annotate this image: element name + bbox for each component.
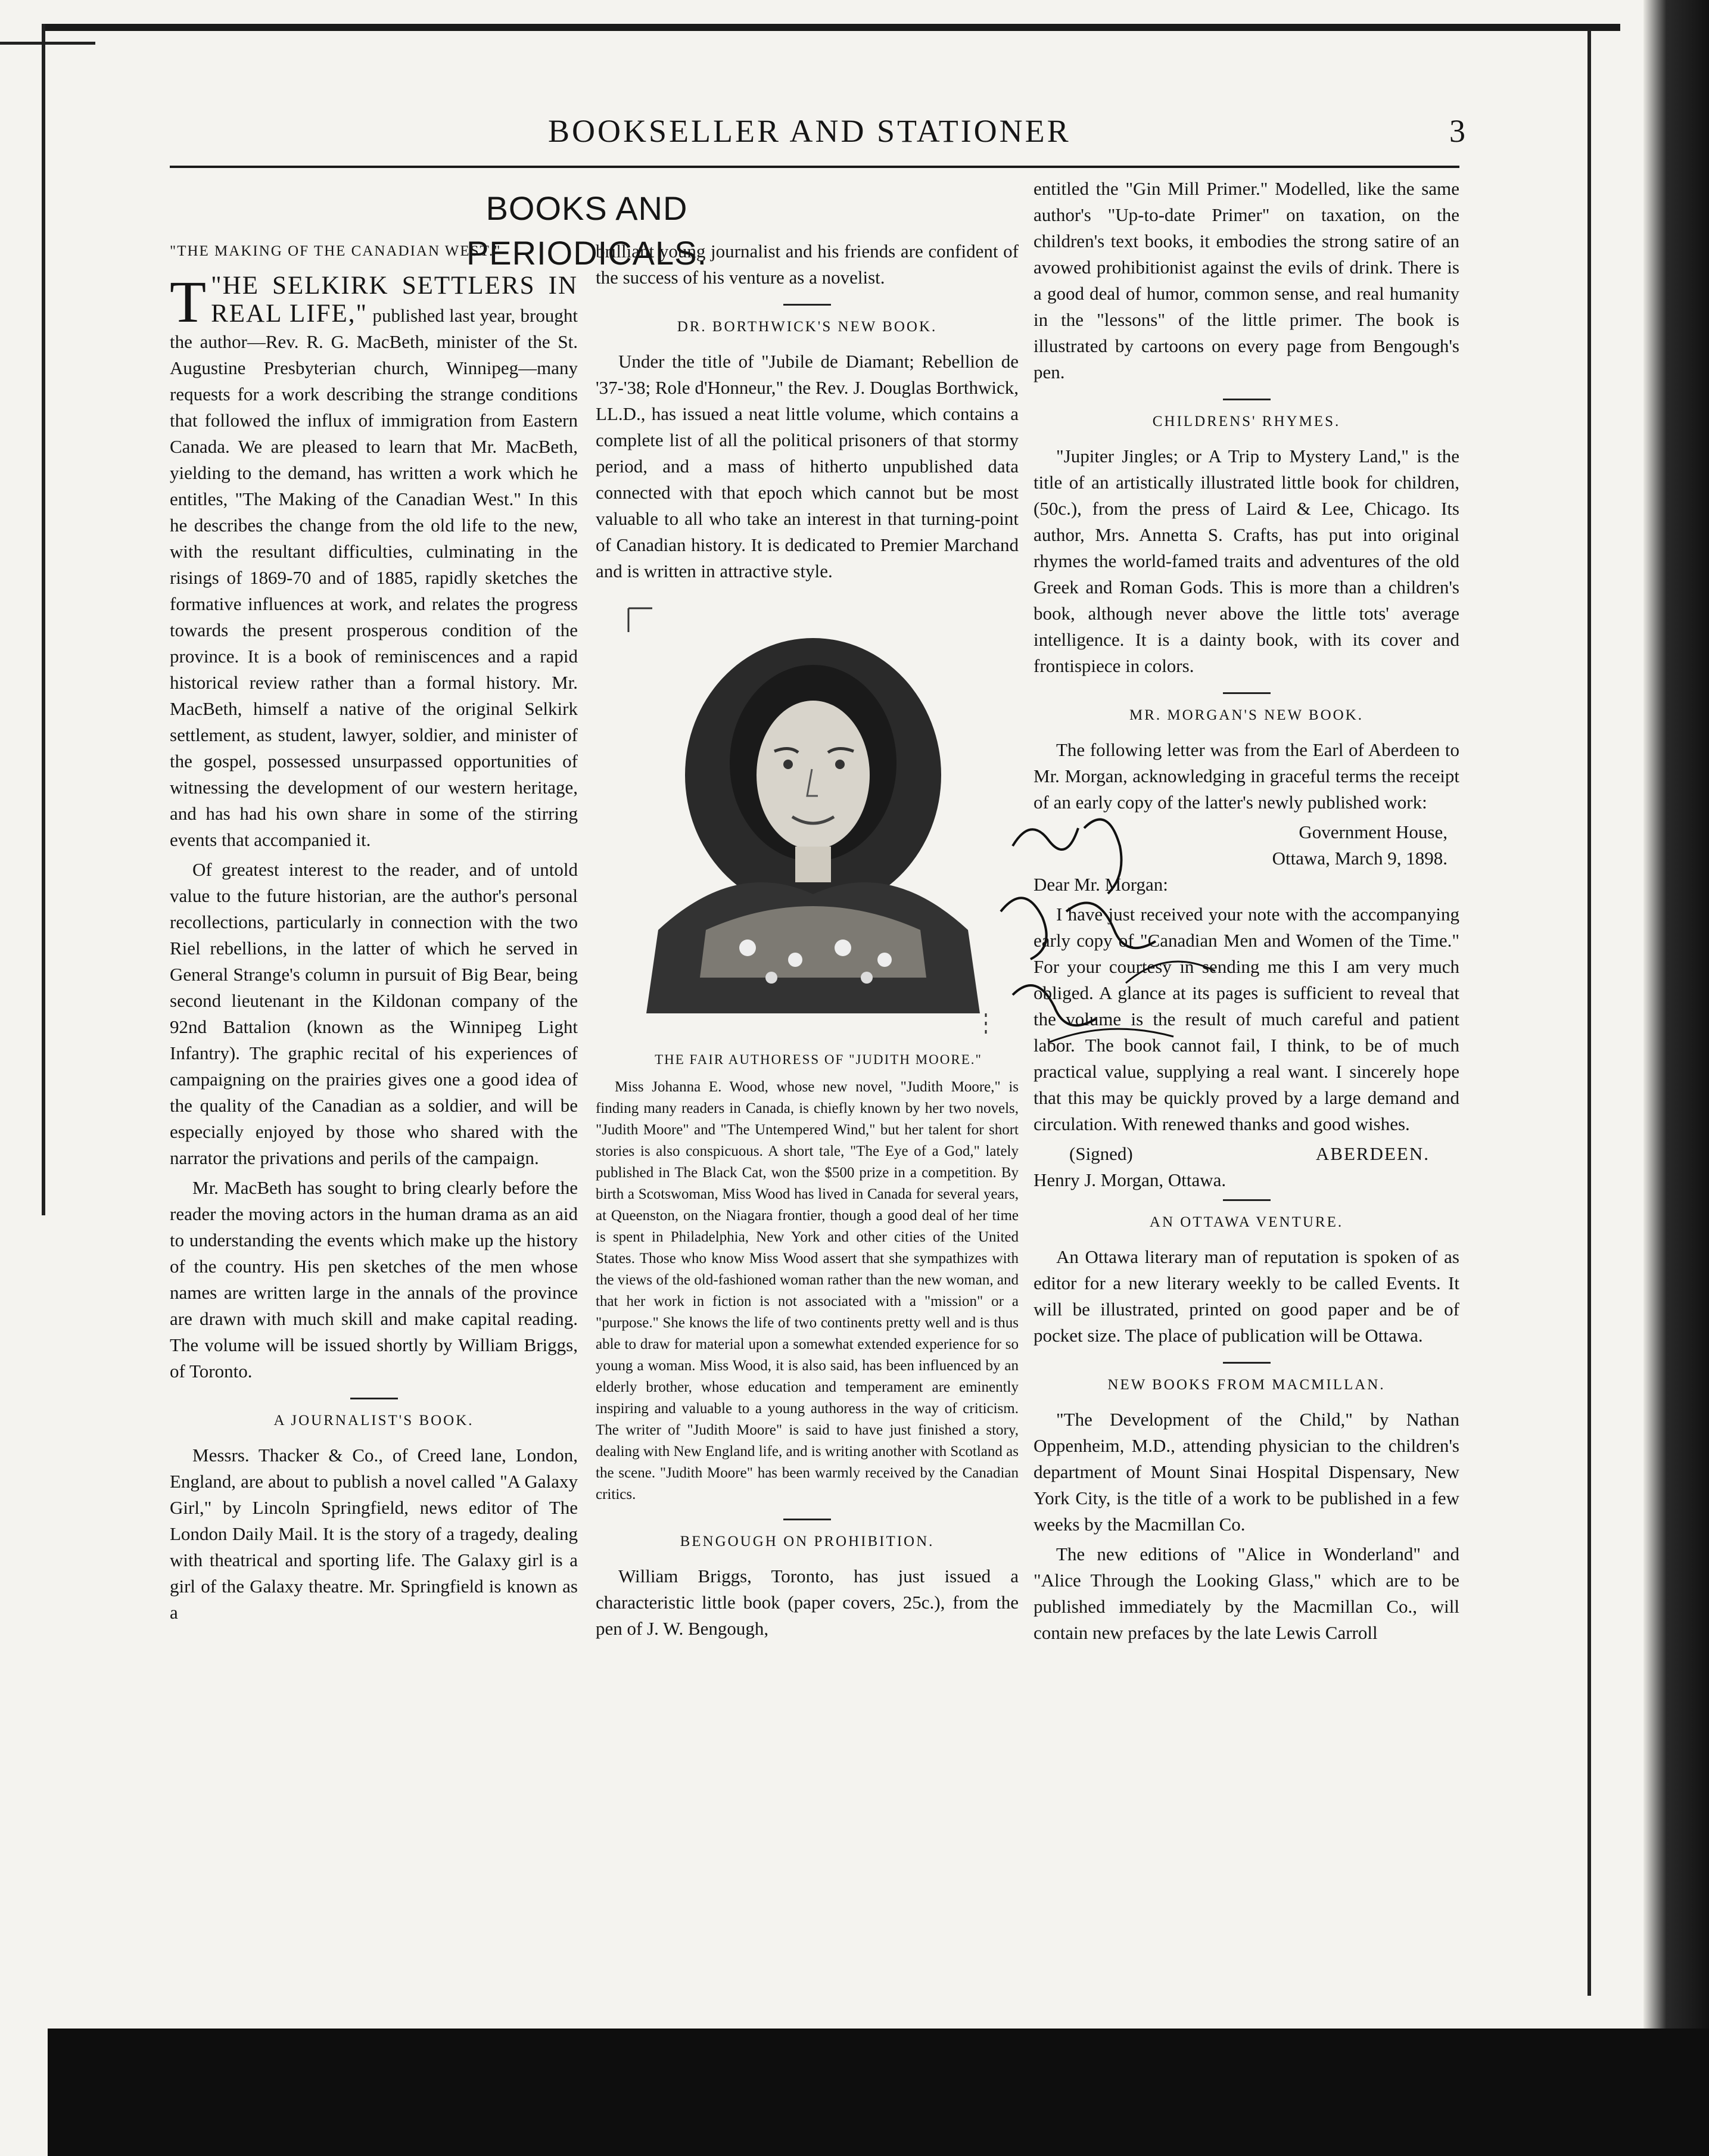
letter-date: Ottawa, March 9, 1898.	[1272, 848, 1447, 869]
heading-childrens-rhymes: CHILDRENS' RHYMES.	[1152, 413, 1341, 430]
letter-body: I have just received your note with the accompanying early copy of "Canadian Men and Women of the Time." For your courtesy in sending me this I am very much obliged. A glance at its pages is sufficient to reveal that the volume is the result of much careful and patient labor. The book cannot fail, I think, to be of much practical value, supplying a real want. I sincerely hope that this may be quickly proved by a large demand and circulation. With renewed thanks and good wishes.	[1034, 904, 1459, 1134]
letter-dateline	[1034, 819, 1459, 872]
heading-ottawa-venture: AN OTTAWA VENTURE.	[1149, 1214, 1344, 1230]
paragraph: "Jupiter Jingles; or A Trip to Mystery Land," is the title of an artistically illustrated little book for children, (50c.), from the press of Laird & Lee, Chicago. Its author, Mrs. Annetta S. Crafts, has put into original rhymes the world-famed traits and adventures of the old Greek and Roman Gods. This is more than a children's book, although never above the little tots' average intelligence. It is a dainty book, with its cover and frontispiece in colors.	[1034, 446, 1459, 676]
lead-words: HE SELKIRK SETTLERS IN REAL LIFE,"	[211, 272, 578, 328]
letter-signer: ABERDEEN.	[1315, 1143, 1430, 1164]
paragraph: Under the title of "Jubile de Diamant; Rebellion de '37-'38; Role d'Honneur," the Rev. J. Douglas Borthwick, LL.D., has issued a neat little volume, which contains a complete list of all the political prisoners of that stormy period, and a mass of hitherto unpublished data connected with that epoch which cannot but be most valuable to all who take an interest in that turning-point of Canadian history. It is dedicated to Premier Marchand and is written in attractive style.	[596, 351, 1019, 581]
column-2	[596, 238, 1019, 1645]
divider	[783, 304, 831, 306]
article-lead-paragraph	[170, 269, 578, 853]
lead-rest: published last year, brought the author—Rev. R. G. MacBeth, minister of the St. Augustine Presbyterian church, Winnipeg—many requests for a work describing the strange conditions that followed the influx of immigration from Eastern Canada. We are pleased to learn that Mr. MacBeth, yielding to the demand, has written a work which he entitles, "The Making of the Canadian West." In this he describes the change from the old life to the new, with the resultant difficulties, culminating in the risings of 1869-70 and of 1885, rapidly sketches the formative influences at work, and relates the progress towards the present prosperous condition of the province. It is a book of reminiscences and a rapid historical review rather than a formal history. Mr. MacBeth, himself a native of the original Selkirk settlement, as student, lawyer, soldier, and minister of the gospel, possessed unsurpassed opportunities of witnessing the development of our western heritage, and has had his own share in some of the stirring events that accompanied it.	[170, 305, 578, 850]
heading-morgan: MR. MORGAN'S NEW BOOK.	[1129, 707, 1364, 723]
heading-borthwick: DR. BORTHWICK'S NEW BOOK.	[677, 319, 938, 335]
scan-left-mark	[0, 42, 95, 45]
paragraph: Of greatest interest to the reader, and of untold value to the future historian, are the author's personal recollections, particularly in connection with the two Riel rebellions, in the latter of which he served in General Strange's column in pursuit of Big Bear, being second lieutenant in the Kildonan company of the 92nd Battalion (known as the Winnipeg Light Infantry). The graphic recital of his experiences of campaigning on the prairies gives one a good idea of the quality of the Canadian as a soldier, and will be especially enjoyed by those who shared with the narrator the privations and perils of the campaign.	[170, 859, 578, 1168]
divider	[350, 1398, 398, 1399]
scan-right-border	[1587, 30, 1591, 1996]
column-3	[1034, 176, 1459, 1650]
wood-notice	[596, 1077, 1019, 1505]
paragraph: brilliant young journalist and his friends are confident of the success of his venture as a novelist.	[596, 241, 1019, 288]
drop-cap: T	[170, 269, 207, 335]
paragraph: The following letter was from the Earl of Aberdeen to Mr. Morgan, acknowledging in graceful terms the receipt of an early copy of the latter's newly published work:	[1034, 739, 1459, 813]
divider	[1223, 1199, 1271, 1201]
letter-signed-label: (Signed)	[1069, 1143, 1133, 1164]
article-kicker: "THE MAKING OF THE CANADIAN WEST."	[170, 243, 502, 259]
paragraph: William Briggs, Toronto, has just issued a characteristic little book (paper covers, 25c.), from the pen of J. W. Bengough,	[596, 1566, 1019, 1639]
scan-top-edge	[42, 24, 1620, 31]
divider	[1223, 399, 1271, 400]
letter-place: Government House,	[1299, 822, 1447, 842]
scan-right-edge	[1643, 0, 1709, 2156]
divider	[1223, 692, 1271, 694]
lead-quote: "	[211, 272, 223, 300]
paragraph: "The Development of the Child," by Nathan Oppenheim, M.D., attending physician to the children's department of Mount Sinai Hospital Dispensary, New York City, is the title of a work to be published in a few weeks by the Macmillan Co.	[1034, 1409, 1459, 1535]
heading-journalists-book: A JOURNALIST'S BOOK.	[273, 1413, 474, 1429]
column-1	[170, 238, 578, 1629]
portrait-caption: THE FAIR AUTHORESS OF "JUDITH MOORE."	[655, 1052, 982, 1067]
scan-bottom-edge	[48, 2029, 1709, 2156]
heading-bengough: BENGOUGH ON PROHIBITION.	[680, 1533, 935, 1550]
running-title: BOOKSELLER AND STATIONER	[548, 113, 1071, 149]
letter-salutation: Dear Mr. Morgan:	[1034, 874, 1168, 895]
letter-addressee: Henry J. Morgan, Ottawa.	[1034, 1169, 1227, 1190]
paragraph: entitled the "Gin Mill Primer." Modelled, like the same author's "Up-to-date Primer" on taxation, on the children's text books, it embodies the strong satire of an avowed prohibitionist against the evils of drink. There is a good deal of humor, common sense, and real humanity in the "lessons" of the little primer. The book is illustrated by cartoons on every page from Bengough's pen.	[1034, 178, 1459, 382]
portrait-image	[617, 596, 998, 1037]
header-rule	[170, 166, 1459, 168]
scan-left-edge	[42, 24, 45, 1215]
divider	[1223, 1362, 1271, 1364]
letter-signature	[1034, 1141, 1459, 1167]
section-title: BOOKS AND PERIODICALS.	[466, 189, 708, 272]
paragraph: An Ottawa literary man of reputation is spoken of as editor for a new literary weekly to be called Events. It will be illustrated, printed on good paper and be of pocket size. The place of publication will be Ottawa.	[1034, 1246, 1459, 1346]
portrait-illustration	[617, 596, 998, 1037]
page-number: 3	[1449, 113, 1465, 149]
paragraph: Mr. MacBeth has sought to bring clearly before the reader the moving actors in the human drama as an aid to understanding the events which make up the history of the country. His pen sketches of the men whose names are written large in the annals of the province are drawn with much skill and make capital reading. The volume will be issued shortly by William Briggs, of Toronto.	[170, 1177, 578, 1382]
paragraph: The new editions of "Alice in Wonderland" and "Alice Through the Looking Glass," which are to be published immediately by the Macmillan Co., will contain new prefaces by the late Lewis Carroll	[1034, 1544, 1459, 1643]
heading-macmillan: NEW BOOKS FROM MACMILLAN.	[1107, 1377, 1386, 1393]
paragraph: Miss Johanna E. Wood, whose new novel, "Judith Moore," is finding many readers in Canada, is chiefly known by her two novels, "Judith Moore" and "The Untempered Wind," but her talent for short stories is also conspicuous. A short tale, "The Eye of a God," lately published in The Black Cat, won the $500 prize in a competition. By birth a Scotswoman, Miss Wood has lived in Canada for several years, at Queenston, on the Niagara frontier, though a good deal of her time is spent in Philadelphia, New York and other cities of the United States. Those who know Miss Wood assert that she sympathizes with the views of the old-fashioned woman rather than the new woman, and that her work in fiction is not associated with a "mission" or a "purpose." She knows the life of two continents pretty well and is thus able to draw for material upon a somewhat extended experience for so young a woman. Miss Wood, it is also said, has been influenced by an elderly brother, whose education and temperament are eminently inspiring and valuable to a young authoress in the way of criticism. The writer of "Judith Moore" is said to have just finished a story, dealing with New England life, and is writing another with Scotland as the scene. "Judith Moore" has been warmly received by the Canadian critics.	[596, 1079, 1019, 1502]
paragraph: Messrs. Thacker & Co., of Creed lane, London, England, are about to publish a novel called "A Galaxy Girl," by Lincoln Springfield, news editor of The London Daily Mail. It is the story of a tragedy, dealing with theatrical and sporting life. The Galaxy girl is a girl of the Galaxy theatre. Mr. Springfield is known as a	[170, 1445, 578, 1623]
divider	[783, 1519, 831, 1520]
